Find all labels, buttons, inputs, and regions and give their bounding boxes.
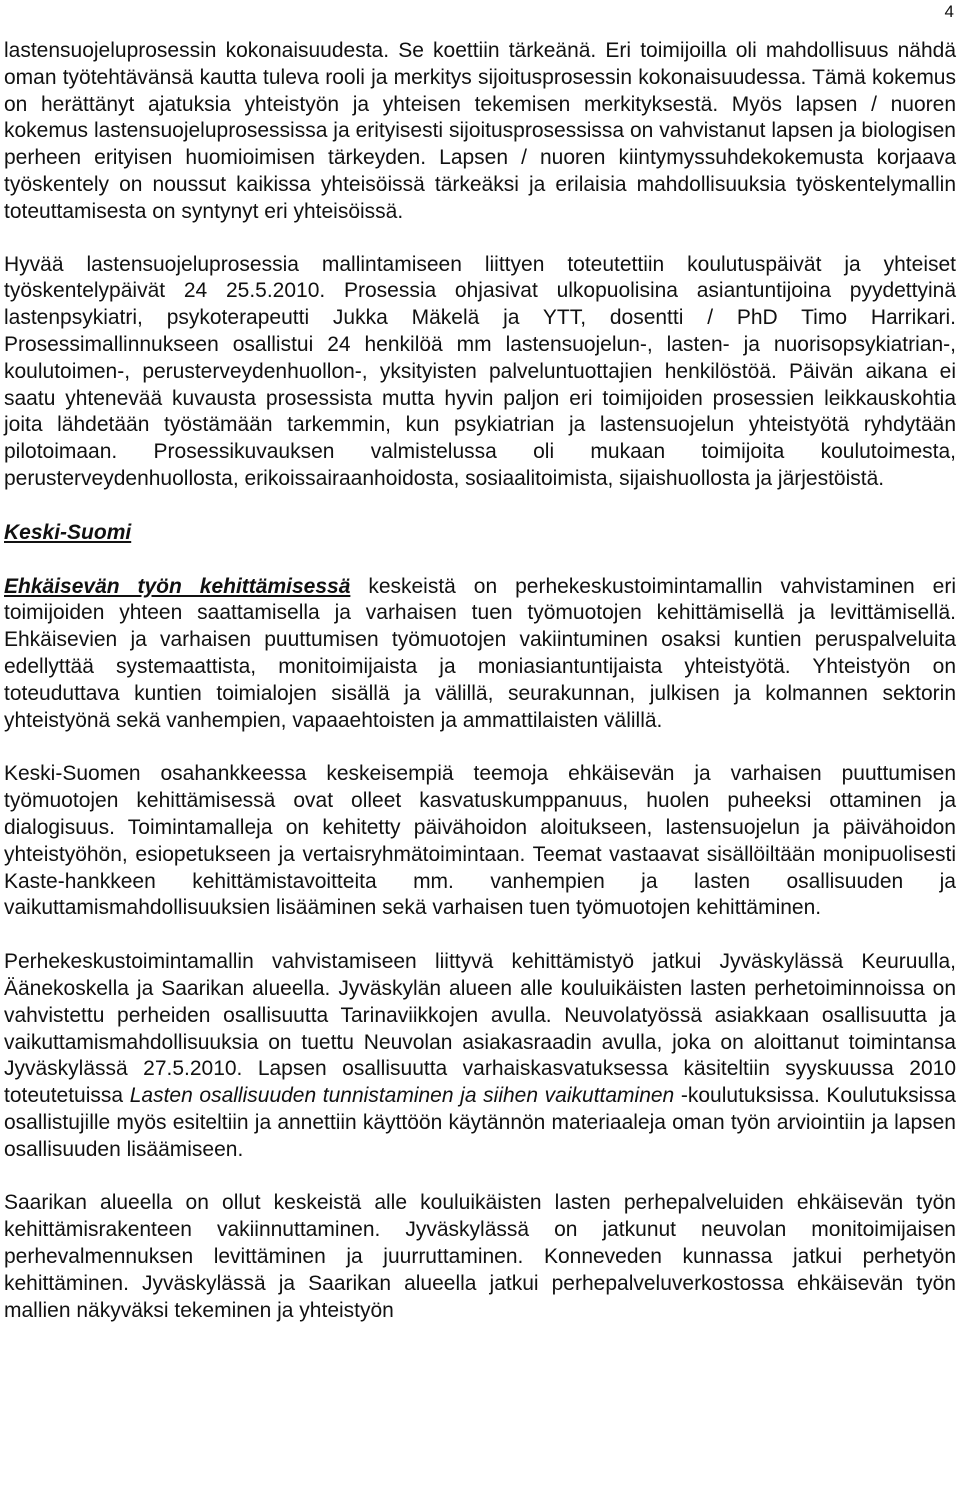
paragraph-text: Perhekeskustoimintamallin vahvistamiseen liittyvä kehittämistyö jatkui Jyväskylässä Keuruulla, Äänekoskella ja Saarikan alueella. Jyväskylän alueen alle kouluikäisten lasten perhetoiminnoissa on vahvistettu perheiden osallisuutta Tarinaviikkojen avulla. Neuvolatyössä asiakkaan osallisuutta ja vaikuttamismahdollisuuksia on tuettu Neuvolan asiakasraadin avulla, joka on aloittanut toimintansa Jyväskylässä 27.5.2010. Lapsen osallisuutta varhaiskasvatuksessa käsiteltiin syyskuussa 2010 toteutetuissa xyxy=(4,950,956,1108)
paragraph-saarikka-area: Saarikan alueella on ollut keskeistä alle kouluikäisten lasten perhepalveluiden ehkäisevän työn kehittämisrakenteen vakiinnuttaminen. Jyväskylässä on jatkunut neuvolan monitoimijaisen perhevalmennuksen levittäminen ja juurruttaminen. Konneveden kunnassa jatkui perhetyön kehittäminen. Jyväskylässä ja Saarikan alueella jatkui perhepalveluverkostossa ehkäisevän työn mallien näkyväksi tekeminen ja yhteistyön xyxy=(4,1191,956,1322)
paragraph-preventive-work xyxy=(4,574,956,735)
italic-course-title: Lasten osallisuuden tunnistaminen ja siihen vaikuttaminen xyxy=(129,1084,675,1108)
page-number: 4 xyxy=(944,2,954,21)
paragraph-family-centre-model xyxy=(4,949,956,1163)
section-heading-keski-suomi: Keski-Suomi xyxy=(4,520,132,544)
paragraph-training-days: Hyvää lastensuojeluprosessia mallintamiseen liittyen toteutettiin koulutuspäivät ja yhteiset työskentelypäivät 24 25.5.2010. Prosessia ohjasivat ulkopuolisina asiantuntijoina pyydettyinä lastenpsykiatri, psykoterapeutti Jukka Mäkelä ja YTT, dosentti / PhD Timo Harrikari. Prosessimallinnukseen osallistui 24 henkilöä mm lastensuojelun-, lasten- ja nuorisopsykiatrian-, koulutoimen-, perusterveydenhuollon-, yksityisten palveluntuottajien henkilöstöä. Päivän aikana ei saatu yhtenevää kuvausta prosessista mutta hyvin paljon eri toimijoiden prosessien leikkauskohtia joita lähdetään työstämään tarkemmin, kun psykiatrian ja lastensuojelun yhteistyötä ryhdytään pilotoimaan. Prosessikuvauksen valmistelussa oli mukaan toimijoita koulutoimesta, perusterveydenhuollosta, erikoissairaanhoidosta, sosiaalitoimista, sijaishuollosta ja järjestöistä. xyxy=(4,252,956,490)
paragraph-subproject-themes: Keski-Suomen osahankkeessa keskeisempiä teemoja ehkäisevän ja varhaisen puuttumisen työmuotojen kehittämisessä ovat olleet kasvatuskumppanuus, huolen puheeksi ottaminen ja dialogisuus. Toimintamalleja on kehitetty päivähoidon aloitukseen, lastensuojelun ja päivähoidon yhteistyöhön, esiopetukseen ja vertaisryhmätoimintaan. Teemat vastaavat sisällöiltään monipuolisesti Kaste-hankkeen kehittämistavoitteita mm. vanhempien ja lasten osallisuuden ja vaikuttamismahdollisuuksien lisääminen sekä varhaisen tuen työmuotojen kehittäminen. xyxy=(4,762,956,920)
document-body xyxy=(4,38,956,1351)
paragraph-process-experience: lastensuojeluprosessin kokonaisuudesta. Se koettiin tärkeänä. Eri toimijoilla oli mahdollisuus nähdä oman työtehtävänsä kautta tuleva rooli ja merkitys sijoitusprosessin kokonaisuudessa. Tämä kokemus on herättänyt ajatuksia yhteistyön ja yhteisen tekemisen merkityksestä. Myös lapsen / nuoren kokemus lastensuojeluprosessissa ja erityisesti sijoitusprosessissa on vahvistanut lapsen ja biologisen perheen erityisen huomioimisen tärkeyden. Lapsen / nuoren kiintymyssuhdekokemusta korjaava työskentely on noussut kaikissa yhteisöissä tärkeäksi ja erilaisia mahdollisuuksia työskentelymallin toteuttamisesta on syntynyt eri yhteisöissä. xyxy=(4,39,956,223)
emphasized-phrase: Ehkäisevän työn kehittämisessä xyxy=(4,574,351,598)
paragraph-text: keskeistä on perhekeskustoimintamallin vahvistaminen eri toimijoiden yhteen saattamisella ja varhaisen tuen työmuotojen kehittämisellä ja levittämisellä. Ehkäisevien ja varhaisen puuttumisen työmuotojen vakiintuminen osaksi kuntien peruspalveluita edellyttää systemaattista, monitoimijaista ja moniasiantuntijaista yhteistyötä. Yhteistyön on toteuduttava kuntien toimialojen sisällä ja välillä, seurakunnan, julkisen ja kolmannen sektorin yhteistyönä sekä vanhempien, vapaaehtoisten ja ammattilaisten välillä. xyxy=(4,574,956,732)
paragraph-text: -koulutuksissa. Koulutuksissa osallistujille myös esiteltiin ja annettiin käyttöön käytännön materiaaleja oman työn arviointiin ja lapsen osallisuuden lisäämiseen. xyxy=(4,1084,956,1161)
